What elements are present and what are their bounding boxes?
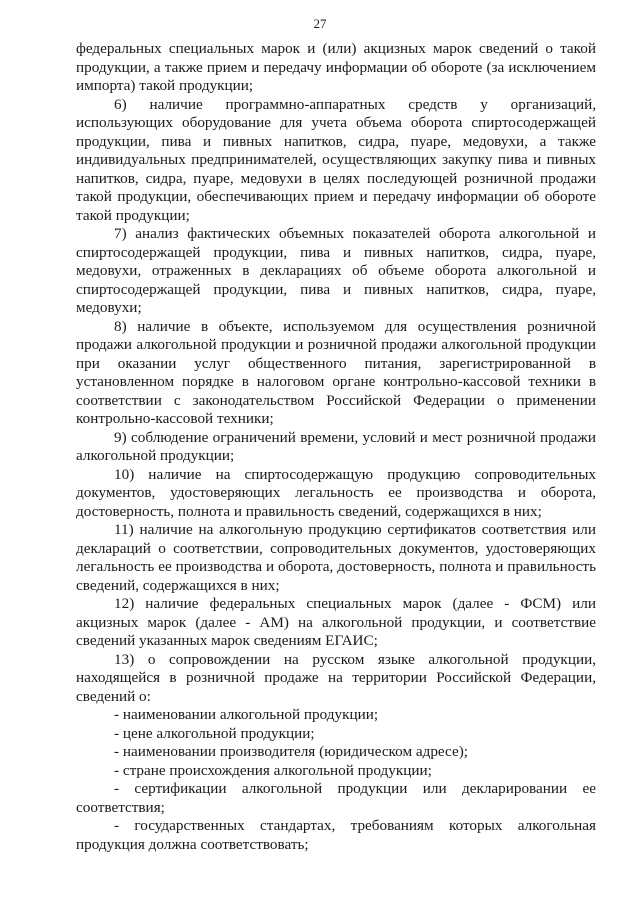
paragraph-item-9: 9) соблюдение ограничений времени, условий и мест розничной продажи алкогольной продукции; bbox=[76, 428, 596, 464]
document-body bbox=[76, 40, 596, 854]
list-item: - стране происхождения алкогольной продукции; bbox=[114, 761, 432, 779]
paragraph-item-8: 8) наличие в объекте, используемом для осуществления розничной продажи алкогольной продукции и розничной продажи алкогольной продукции при оказании услуг общественного питания, зарегистрированной в установленном порядке в налоговом органе контрольно-кассовой техники в соответствии с законодательством Российской Федерации о применении контрольно-кассовой техники; bbox=[76, 317, 596, 427]
paragraph-item-7: 7) анализ фактических объемных показателей оборота алкогольной и спиртосодержащей продукции, пива и пивных напитков, сидра, пуаре, медовухи, отраженных в декларациях об объеме оборота алкогольной и спиртосодержащей продукции, пива и пивных напитков, сидра, пуаре, медовухи; bbox=[76, 225, 596, 316]
list-item: - наименовании алкогольной продукции; bbox=[114, 706, 379, 723]
list-item: - сертификации алкогольной продукции или декларировании ее соответствия; bbox=[76, 780, 596, 816]
paragraph-item-11: 11) наличие на алкогольную продукцию сертификатов соответствия или деклараций о соответствии, сопроводительных документов, удостоверяющих легальность ее производства и оборота, достоверность, полнота и правильность сведений, содержащихся в них; bbox=[76, 521, 596, 594]
paragraph-item-12: 12) наличие федеральных специальных марок (далее - ФСМ) или акцизных марок (далее - АМ) на алкогольной продукции, и соответствие сведений указанных марок сведениям ЕГАИС; bbox=[76, 595, 596, 649]
paragraph-item-6: 6) наличие программно-аппаратных средств у организаций, использующих оборудование для учета объема оборота спиртосодержащей продукции, пива и пивных напитков, сидра, пуаре, медовухи, а также индивидуальных предпринимателей, осуществляющих закупку пива и пивных напитков, сидра, пуаре, медовухи в целях последующей розничной продажи такой продукции, обеспечивающих прием и передачу информации об обороте такой продукции; bbox=[76, 95, 596, 224]
list-item: - государственных стандартах, требованиям которых алкогольная продукция должна соответствовать; bbox=[76, 817, 596, 853]
list-item: - цене алкогольной продукции; bbox=[114, 724, 315, 742]
list-item: - наименовании производителя (юридическом адресе); bbox=[114, 743, 468, 760]
info-list bbox=[76, 706, 596, 854]
paragraph-item-10: 10) наличие на спиртосодержащую продукцию сопроводительных документов, удостоверяющих легальность ее производства и оборота, достоверность, полнота и правильность сведений, содержащихся в них; bbox=[76, 465, 596, 520]
paragraph-item-13: 13) о сопровождении на русском языке алкогольной продукции, находящейся в розничной продаже на территории Российской Федерации, сведений о: bbox=[76, 650, 596, 705]
paragraph-continuation: федеральных специальных марок и (или) акцизных марок сведений о такой продукции, а также прием и передачу информации об обороте (за исключением импорта) такой продукции; bbox=[76, 40, 596, 94]
page-number: 27 bbox=[313, 16, 327, 31]
